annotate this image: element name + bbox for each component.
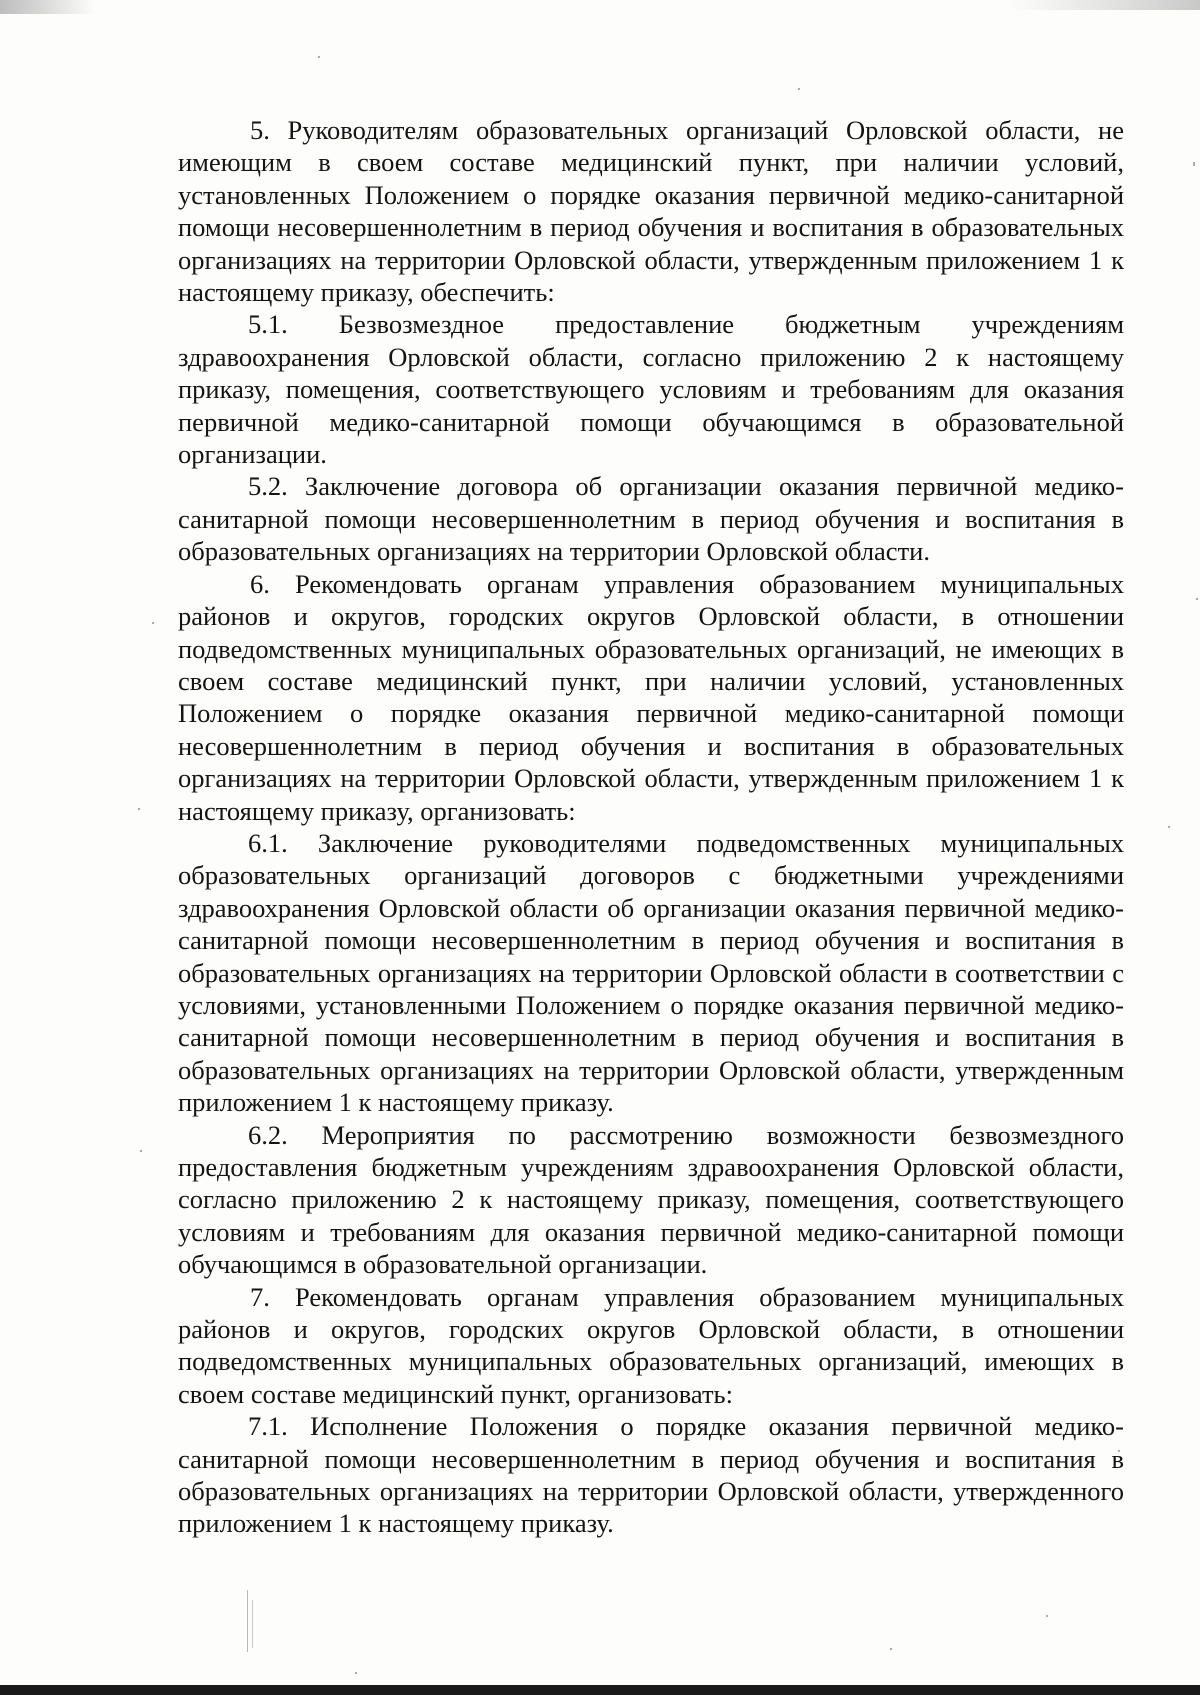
scan-speck (1046, 1615, 1048, 1617)
scan-speck (1168, 826, 1170, 828)
paragraph-6-2: 6.2. Мероприятия по рассмотрению возможности безвозмездного предоставления бюджетным учреждениям здравоохранения Орловской области, согласно приложению 2 к настоящему приказу, помещения, соответствующего условиям и требованиям для оказания первичной медико-санитарной помощи обучающимся в образовательной организации. (178, 1119, 1124, 1280)
paragraph-5-1: 5.1. Безвозмездное предоставление бюджетным учреждениям здравоохранения Орловской области, согласно приложению 2 к настоящему приказу, помещения, соответствующего условиям и требованиям для оказания первичной медико-санитарной помощи обучающимся в образовательной организации. (178, 309, 1124, 470)
scan-fold-line (247, 1590, 248, 1652)
paragraph-6-1: 6.1. Заключение руководителями подведомственных муниципальных образовательных организаций договоров с бюджетными учреждениями здравоохранения Орловской области об организации оказания первичной медико-санитарной помощи несовершеннолетним в период обучения и воспитания в образовательных организациях на территории Орловской области в соответствии с условиями, установленными Положением о порядке оказания первичной медико-санитарной помощи несовершеннолетним в период обучения и воспитания в образовательных организациях на территории Орловской области, утвержденным приложением 1 к настоящему приказу. (178, 827, 1124, 1118)
scan-speck (355, 1672, 357, 1674)
paragraph-7-1: 7.1. Исполнение Положения о порядке оказания первичной медико-санитарной помощи несовершеннолетним в период обучения и воспитания в образовательных организациях на территории Орловской области, утвержденного приложением 1 к настоящему приказу. (178, 1411, 1124, 1539)
scan-speck (1193, 162, 1195, 166)
scan-speck (138, 808, 140, 810)
paragraph-6: 6. Рекомендовать органам управления образованием муниципальных районов и округов, городских округов Орловской области, в отношении подведомственных муниципальных образовательных организаций, не имеющих в своем составе медицинский пункт, при наличии условий, установленных Положением о порядке оказания первичной медико-санитарной помощи несовершеннолетним в период обучения и воспитания в образовательных организациях на территории Орловской области, утвержденным приложением 1 к настоящему приказу, организовать: (178, 568, 1124, 826)
document-body (178, 114, 1124, 1540)
scan-speck (152, 622, 154, 624)
scan-speck (318, 56, 320, 58)
scan-shadow-top-left (0, 0, 95, 14)
paragraph-5: 5. Руководителям образовательных организаций Орловской области, не имеющим в своем составе медицинский пункт, при наличии условий, установленных Положением о порядке оказания первичной медико-санитарной помощи несовершеннолетним в период обучения и воспитания в образовательных организациях на территории Орловской области, утвержденным приложением 1 к настоящему приказу, обеспечить: (178, 115, 1124, 308)
scan-shadow-top-right (1010, 0, 1200, 10)
scan-speck (890, 1648, 892, 1650)
scan-shadow-bottom (0, 1685, 1200, 1695)
scan-speck (798, 88, 800, 90)
scan-speck (1196, 598, 1198, 600)
paragraph-7: 7. Рекомендовать органам управления образованием муниципальных районов и округов, городских округов Орловской области, в отношении подведомственных муниципальных образовательных организаций, имеющих в своем составе медицинский пункт, организовать: (178, 1281, 1124, 1409)
scan-fold-line (252, 1600, 253, 1648)
paragraph-5-2: 5.2. Заключение договора об организации оказания первичной медико-санитарной помощи несовершеннолетним в период обучения и воспитания в образовательных организациях на территории Орловской области. (178, 471, 1124, 567)
scan-speck (140, 1150, 142, 1152)
